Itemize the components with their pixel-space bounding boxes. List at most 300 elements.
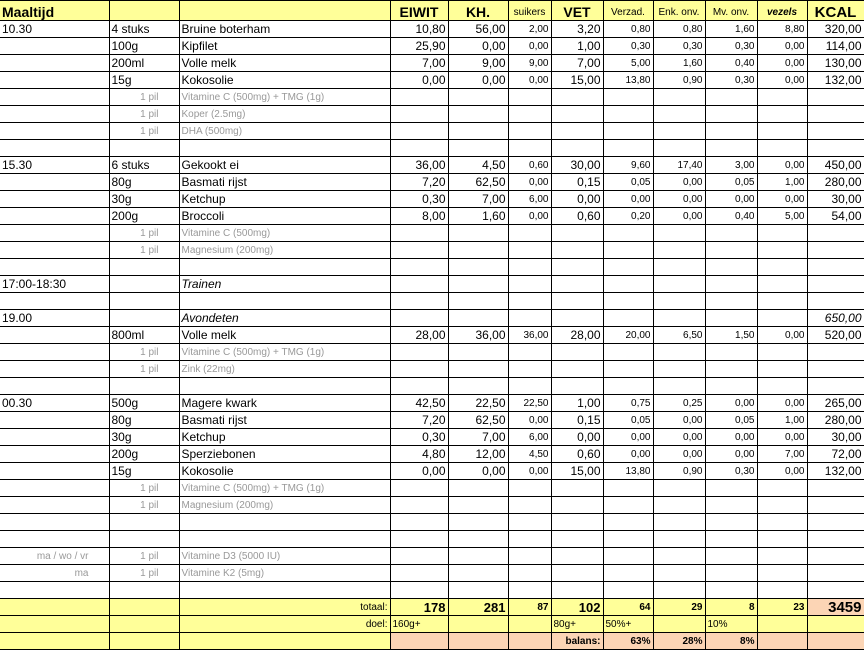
value-cell[interactable] — [807, 225, 864, 242]
value-cell[interactable]: 0,30 — [390, 191, 448, 208]
column-header[interactable]: VET — [551, 1, 603, 21]
empty-cell[interactable] — [508, 378, 551, 395]
value-cell[interactable]: 0,05 — [705, 412, 757, 429]
empty-cell[interactable] — [0, 633, 109, 650]
empty-cell[interactable] — [109, 378, 179, 395]
note-cell[interactable]: Trainen — [179, 276, 390, 293]
value-cell[interactable] — [653, 310, 705, 327]
value-cell[interactable]: 0,40 — [705, 55, 757, 72]
value-cell[interactable]: 0,30 — [603, 38, 653, 55]
empty-cell[interactable] — [705, 259, 757, 276]
quantity-cell[interactable]: 200ml — [109, 55, 179, 72]
value-cell[interactable] — [508, 106, 551, 123]
value-cell[interactable]: 0,00 — [603, 446, 653, 463]
empty-cell[interactable] — [551, 259, 603, 276]
empty-cell[interactable] — [757, 140, 807, 157]
empty-cell[interactable] — [179, 633, 390, 650]
value-cell[interactable] — [653, 361, 705, 378]
value-cell[interactable] — [653, 89, 705, 106]
value-cell[interactable] — [390, 361, 448, 378]
value-cell[interactable] — [705, 123, 757, 140]
empty-cell[interactable] — [603, 378, 653, 395]
value-cell[interactable]: 8,00 — [390, 208, 448, 225]
value-cell[interactable] — [757, 565, 807, 582]
value-cell[interactable] — [653, 344, 705, 361]
value-cell[interactable]: 1,00 — [757, 412, 807, 429]
empty-cell[interactable] — [390, 582, 448, 599]
value-cell[interactable]: 9,00 — [448, 55, 508, 72]
value-cell[interactable]: 0,00 — [705, 429, 757, 446]
empty-cell[interactable] — [0, 378, 109, 395]
value-cell[interactable]: 10,80 — [390, 21, 448, 38]
value-cell[interactable]: 0,30 — [390, 429, 448, 446]
value-cell[interactable]: 2,00 — [508, 21, 551, 38]
value-cell[interactable] — [390, 565, 448, 582]
value-cell[interactable] — [705, 276, 757, 293]
food-name-cell[interactable]: Basmati rijst — [179, 174, 390, 191]
empty-cell[interactable] — [551, 514, 603, 531]
empty-cell[interactable] — [179, 140, 390, 157]
time-cell[interactable] — [0, 106, 109, 123]
time-cell[interactable] — [0, 497, 109, 514]
empty-cell[interactable] — [390, 531, 448, 548]
value-cell[interactable]: 0,00 — [757, 55, 807, 72]
value-cell[interactable]: 132,00 — [807, 463, 864, 480]
value-cell[interactable]: 9,00 — [508, 55, 551, 72]
quantity-cell[interactable]: 80g — [109, 412, 179, 429]
value-cell[interactable] — [551, 361, 603, 378]
goal-value[interactable]: 50%+ — [603, 616, 653, 633]
empty-cell[interactable] — [603, 531, 653, 548]
value-cell[interactable] — [603, 276, 653, 293]
value-cell[interactable]: 0,05 — [705, 174, 757, 191]
value-cell[interactable]: 0,00 — [705, 191, 757, 208]
supplement-name-cell[interactable]: Magnesium (200mg) — [179, 497, 390, 514]
value-cell[interactable] — [551, 310, 603, 327]
value-cell[interactable]: 36,00 — [390, 157, 448, 174]
value-cell[interactable]: 130,00 — [807, 55, 864, 72]
value-cell[interactable]: 28,00 — [390, 327, 448, 344]
empty-cell[interactable] — [705, 293, 757, 310]
value-cell[interactable] — [757, 106, 807, 123]
value-cell[interactable] — [705, 344, 757, 361]
time-cell[interactable]: 00.30 — [0, 395, 109, 412]
value-cell[interactable] — [757, 225, 807, 242]
value-cell[interactable] — [653, 242, 705, 259]
value-cell[interactable]: 0,00 — [653, 191, 705, 208]
value-cell[interactable]: 25,90 — [390, 38, 448, 55]
empty-cell[interactable] — [448, 140, 508, 157]
value-cell[interactable]: 0,00 — [508, 38, 551, 55]
value-cell[interactable] — [448, 344, 508, 361]
empty-cell[interactable] — [757, 378, 807, 395]
value-cell[interactable]: 1,00 — [551, 395, 603, 412]
time-cell[interactable] — [0, 463, 109, 480]
goal-value[interactable]: 160g+ — [390, 616, 448, 633]
value-cell[interactable]: 114,00 — [807, 38, 864, 55]
value-cell[interactable]: 0,00 — [551, 191, 603, 208]
value-cell[interactable] — [705, 565, 757, 582]
value-cell[interactable] — [448, 106, 508, 123]
value-cell[interactable]: 0,25 — [653, 395, 705, 412]
quantity-cell[interactable]: 1 pil — [109, 497, 179, 514]
value-cell[interactable] — [757, 344, 807, 361]
value-cell[interactable] — [448, 497, 508, 514]
value-cell[interactable]: 0,80 — [653, 21, 705, 38]
value-cell[interactable] — [390, 276, 448, 293]
empty-cell[interactable] — [653, 378, 705, 395]
food-name-cell[interactable]: Basmati rijst — [179, 412, 390, 429]
total-value[interactable]: 64 — [603, 599, 653, 616]
empty-cell[interactable] — [653, 259, 705, 276]
column-header[interactable]: Mv. onv. — [705, 1, 757, 21]
time-cell[interactable] — [0, 242, 109, 259]
empty-cell[interactable] — [448, 259, 508, 276]
value-cell[interactable]: 1,00 — [757, 174, 807, 191]
empty-cell[interactable] — [179, 259, 390, 276]
food-name-cell[interactable]: Kokosolie — [179, 72, 390, 89]
column-header[interactable]: KH. — [448, 1, 508, 21]
food-name-cell[interactable]: Volle melk — [179, 327, 390, 344]
column-header[interactable]: KCAL — [807, 1, 864, 21]
value-cell[interactable]: 7,00 — [551, 55, 603, 72]
empty-cell[interactable] — [807, 633, 864, 650]
time-cell[interactable]: 17:00-18:30 — [0, 276, 109, 293]
empty-cell[interactable] — [508, 259, 551, 276]
total-value[interactable]: 3459 — [807, 599, 864, 616]
value-cell[interactable]: 0,00 — [653, 429, 705, 446]
time-cell[interactable] — [0, 89, 109, 106]
value-cell[interactable]: 6,00 — [508, 191, 551, 208]
value-cell[interactable] — [807, 89, 864, 106]
value-cell[interactable] — [705, 480, 757, 497]
value-cell[interactable] — [448, 310, 508, 327]
value-cell[interactable] — [390, 310, 448, 327]
value-cell[interactable]: 56,00 — [448, 21, 508, 38]
value-cell[interactable]: 30,00 — [807, 191, 864, 208]
empty-cell[interactable] — [757, 514, 807, 531]
value-cell[interactable] — [508, 225, 551, 242]
value-cell[interactable]: 0,30 — [705, 72, 757, 89]
value-cell[interactable]: 6,00 — [508, 429, 551, 446]
time-cell[interactable] — [0, 327, 109, 344]
value-cell[interactable]: 7,00 — [448, 429, 508, 446]
empty-cell[interactable] — [109, 259, 179, 276]
value-cell[interactable]: 280,00 — [807, 174, 864, 191]
value-cell[interactable] — [448, 225, 508, 242]
column-header[interactable] — [109, 1, 179, 21]
empty-cell[interactable] — [109, 633, 179, 650]
value-cell[interactable] — [653, 565, 705, 582]
food-name-cell[interactable]: Kipfilet — [179, 38, 390, 55]
value-cell[interactable] — [508, 344, 551, 361]
value-cell[interactable]: 0,00 — [508, 463, 551, 480]
value-cell[interactable] — [807, 123, 864, 140]
time-cell[interactable]: ma / wo / vr — [0, 548, 109, 565]
quantity-cell[interactable]: 1 pil — [109, 242, 179, 259]
empty-cell[interactable] — [109, 293, 179, 310]
value-cell[interactable]: 6,50 — [653, 327, 705, 344]
value-cell[interactable] — [653, 225, 705, 242]
food-name-cell[interactable]: Kokosolie — [179, 463, 390, 480]
value-cell[interactable]: 132,00 — [807, 72, 864, 89]
quantity-cell[interactable]: 80g — [109, 174, 179, 191]
quantity-cell[interactable]: 200g — [109, 446, 179, 463]
value-cell[interactable]: 36,00 — [508, 327, 551, 344]
quantity-cell[interactable]: 500g — [109, 395, 179, 412]
value-cell[interactable]: 0,30 — [705, 38, 757, 55]
supplement-name-cell[interactable]: Vitamine C (500mg) + TMG (1g) — [179, 89, 390, 106]
value-cell[interactable]: 0,00 — [448, 72, 508, 89]
empty-cell[interactable] — [390, 293, 448, 310]
empty-cell[interactable] — [109, 531, 179, 548]
value-cell[interactable] — [551, 497, 603, 514]
empty-cell[interactable] — [551, 378, 603, 395]
quantity-cell[interactable] — [109, 310, 179, 327]
value-cell[interactable] — [551, 242, 603, 259]
value-cell[interactable]: 0,15 — [551, 174, 603, 191]
time-cell[interactable]: 19.00 — [0, 310, 109, 327]
quantity-cell[interactable]: 800ml — [109, 327, 179, 344]
goal-value[interactable]: 80g+ — [551, 616, 603, 633]
value-cell[interactable] — [448, 242, 508, 259]
value-cell[interactable] — [508, 497, 551, 514]
value-cell[interactable]: 7,20 — [390, 174, 448, 191]
empty-cell[interactable] — [0, 259, 109, 276]
value-cell[interactable] — [551, 344, 603, 361]
empty-cell[interactable] — [807, 259, 864, 276]
empty-cell[interactable] — [0, 514, 109, 531]
value-cell[interactable]: 520,00 — [807, 327, 864, 344]
empty-cell[interactable] — [551, 582, 603, 599]
value-cell[interactable] — [390, 123, 448, 140]
supplement-name-cell[interactable]: Vitamine C (500mg) + TMG (1g) — [179, 480, 390, 497]
empty-cell[interactable] — [508, 582, 551, 599]
value-cell[interactable]: 4,80 — [390, 446, 448, 463]
empty-cell[interactable] — [0, 531, 109, 548]
empty-cell[interactable] — [508, 140, 551, 157]
note-cell[interactable]: Avondeten — [179, 310, 390, 327]
food-name-cell[interactable]: Gekookt ei — [179, 157, 390, 174]
empty-cell[interactable] — [757, 531, 807, 548]
value-cell[interactable]: 9,60 — [603, 157, 653, 174]
value-cell[interactable] — [757, 276, 807, 293]
empty-cell[interactable] — [705, 378, 757, 395]
empty-cell[interactable] — [179, 378, 390, 395]
empty-cell[interactable] — [508, 531, 551, 548]
value-cell[interactable]: 15,00 — [551, 72, 603, 89]
empty-cell[interactable] — [448, 514, 508, 531]
time-cell[interactable] — [0, 174, 109, 191]
goal-value[interactable] — [508, 616, 551, 633]
food-name-cell[interactable]: Sperziebonen — [179, 446, 390, 463]
value-cell[interactable] — [603, 548, 653, 565]
balance-value[interactable]: 63% — [603, 633, 653, 650]
quantity-cell[interactable]: 30g — [109, 191, 179, 208]
empty-cell[interactable] — [603, 293, 653, 310]
time-cell[interactable] — [0, 225, 109, 242]
value-cell[interactable]: 20,00 — [603, 327, 653, 344]
value-cell[interactable]: 0,00 — [653, 174, 705, 191]
value-cell[interactable] — [603, 344, 653, 361]
empty-cell[interactable] — [807, 514, 864, 531]
value-cell[interactable]: 62,50 — [448, 412, 508, 429]
quantity-cell[interactable]: 1 pil — [109, 480, 179, 497]
value-cell[interactable]: 1,60 — [653, 55, 705, 72]
value-cell[interactable]: 265,00 — [807, 395, 864, 412]
value-cell[interactable]: 0,00 — [508, 174, 551, 191]
empty-cell[interactable] — [653, 514, 705, 531]
total-value[interactable]: 29 — [653, 599, 705, 616]
balance-value[interactable]: 28% — [653, 633, 705, 650]
column-header[interactable]: Enk. onv. — [653, 1, 705, 21]
value-cell[interactable]: 1,50 — [705, 327, 757, 344]
time-cell[interactable] — [0, 361, 109, 378]
value-cell[interactable]: 0,00 — [705, 446, 757, 463]
food-name-cell[interactable]: Ketchup — [179, 429, 390, 446]
value-cell[interactable]: 0,00 — [448, 463, 508, 480]
empty-cell[interactable] — [807, 582, 864, 599]
quantity-cell[interactable]: 200g — [109, 208, 179, 225]
value-cell[interactable]: 0,00 — [653, 208, 705, 225]
value-cell[interactable]: 42,50 — [390, 395, 448, 412]
value-cell[interactable]: 72,00 — [807, 446, 864, 463]
value-cell[interactable] — [757, 548, 807, 565]
empty-cell[interactable] — [448, 293, 508, 310]
empty-cell[interactable] — [109, 616, 179, 633]
value-cell[interactable] — [508, 276, 551, 293]
value-cell[interactable]: 0,00 — [390, 72, 448, 89]
value-cell[interactable]: 0,00 — [653, 446, 705, 463]
value-cell[interactable]: 17,40 — [653, 157, 705, 174]
quantity-cell[interactable]: 1 pil — [109, 106, 179, 123]
quantity-cell[interactable]: 4 stuks — [109, 21, 179, 38]
value-cell[interactable] — [390, 106, 448, 123]
value-cell[interactable] — [807, 361, 864, 378]
value-cell[interactable]: 62,50 — [448, 174, 508, 191]
value-cell[interactable] — [757, 497, 807, 514]
value-cell[interactable] — [705, 225, 757, 242]
empty-cell[interactable] — [0, 140, 109, 157]
time-cell[interactable] — [0, 38, 109, 55]
food-name-cell[interactable]: Ketchup — [179, 191, 390, 208]
value-cell[interactable] — [807, 106, 864, 123]
value-cell[interactable] — [390, 242, 448, 259]
value-cell[interactable] — [653, 276, 705, 293]
value-cell[interactable] — [551, 480, 603, 497]
empty-cell[interactable] — [390, 633, 448, 650]
empty-cell[interactable] — [390, 140, 448, 157]
value-cell[interactable] — [508, 548, 551, 565]
value-cell[interactable]: 0,75 — [603, 395, 653, 412]
balance-value[interactable]: 8% — [705, 633, 757, 650]
value-cell[interactable]: 13,80 — [603, 72, 653, 89]
value-cell[interactable]: 30,00 — [551, 157, 603, 174]
value-cell[interactable] — [551, 106, 603, 123]
quantity-cell[interactable]: 15g — [109, 463, 179, 480]
time-cell[interactable] — [0, 429, 109, 446]
value-cell[interactable]: 0,00 — [508, 208, 551, 225]
value-cell[interactable] — [448, 123, 508, 140]
empty-cell[interactable] — [508, 633, 551, 650]
empty-cell[interactable] — [807, 140, 864, 157]
empty-cell[interactable] — [179, 293, 390, 310]
value-cell[interactable] — [448, 361, 508, 378]
value-cell[interactable]: 0,00 — [653, 412, 705, 429]
quantity-cell[interactable]: 1 pil — [109, 123, 179, 140]
value-cell[interactable]: 0,00 — [757, 395, 807, 412]
empty-cell[interactable] — [807, 531, 864, 548]
empty-cell[interactable] — [603, 582, 653, 599]
value-cell[interactable] — [603, 310, 653, 327]
value-cell[interactable] — [551, 276, 603, 293]
quantity-cell[interactable]: 30g — [109, 429, 179, 446]
value-cell[interactable] — [551, 548, 603, 565]
empty-cell[interactable] — [448, 633, 508, 650]
value-cell[interactable]: 0,05 — [603, 174, 653, 191]
quantity-cell[interactable]: 1 pil — [109, 361, 179, 378]
value-cell[interactable]: 7,00 — [757, 446, 807, 463]
time-cell[interactable] — [0, 123, 109, 140]
empty-cell[interactable] — [653, 582, 705, 599]
empty-cell[interactable] — [448, 531, 508, 548]
empty-cell[interactable] — [179, 582, 390, 599]
value-cell[interactable]: 0,00 — [757, 463, 807, 480]
value-cell[interactable]: 1,60 — [705, 21, 757, 38]
value-cell[interactable]: 22,50 — [508, 395, 551, 412]
value-cell[interactable] — [551, 225, 603, 242]
time-cell[interactable] — [0, 480, 109, 497]
value-cell[interactable]: 0,80 — [603, 21, 653, 38]
value-cell[interactable]: 15,00 — [551, 463, 603, 480]
supplement-name-cell[interactable]: Koper (2.5mg) — [179, 106, 390, 123]
value-cell[interactable] — [807, 497, 864, 514]
value-cell[interactable] — [603, 123, 653, 140]
supplement-name-cell[interactable]: DHA (500mg) — [179, 123, 390, 140]
value-cell[interactable] — [653, 480, 705, 497]
empty-cell[interactable] — [448, 378, 508, 395]
empty-cell[interactable] — [109, 514, 179, 531]
total-value[interactable]: 23 — [757, 599, 807, 616]
time-cell[interactable] — [0, 72, 109, 89]
value-cell[interactable]: 0,60 — [508, 157, 551, 174]
empty-cell[interactable] — [508, 514, 551, 531]
value-cell[interactable] — [448, 480, 508, 497]
empty-cell[interactable] — [551, 531, 603, 548]
kcal-cell[interactable]: 650,00 — [807, 310, 864, 327]
value-cell[interactable] — [653, 106, 705, 123]
empty-cell[interactable] — [109, 140, 179, 157]
empty-cell[interactable] — [757, 633, 807, 650]
value-cell[interactable] — [448, 89, 508, 106]
supplement-name-cell[interactable]: Magnesium (200mg) — [179, 242, 390, 259]
goal-value[interactable] — [807, 616, 864, 633]
value-cell[interactable] — [448, 276, 508, 293]
value-cell[interactable] — [705, 310, 757, 327]
value-cell[interactable]: 450,00 — [807, 157, 864, 174]
value-cell[interactable]: 5,00 — [603, 55, 653, 72]
goal-value[interactable] — [448, 616, 508, 633]
value-cell[interactable]: 0,60 — [551, 446, 603, 463]
value-cell[interactable] — [653, 497, 705, 514]
quantity-cell[interactable]: 1 pil — [109, 89, 179, 106]
supplement-name-cell[interactable]: Vitamine C (500mg) + TMG (1g) — [179, 344, 390, 361]
time-cell[interactable] — [0, 208, 109, 225]
value-cell[interactable] — [653, 123, 705, 140]
goal-value[interactable] — [757, 616, 807, 633]
value-cell[interactable] — [705, 361, 757, 378]
value-cell[interactable]: 12,00 — [448, 446, 508, 463]
